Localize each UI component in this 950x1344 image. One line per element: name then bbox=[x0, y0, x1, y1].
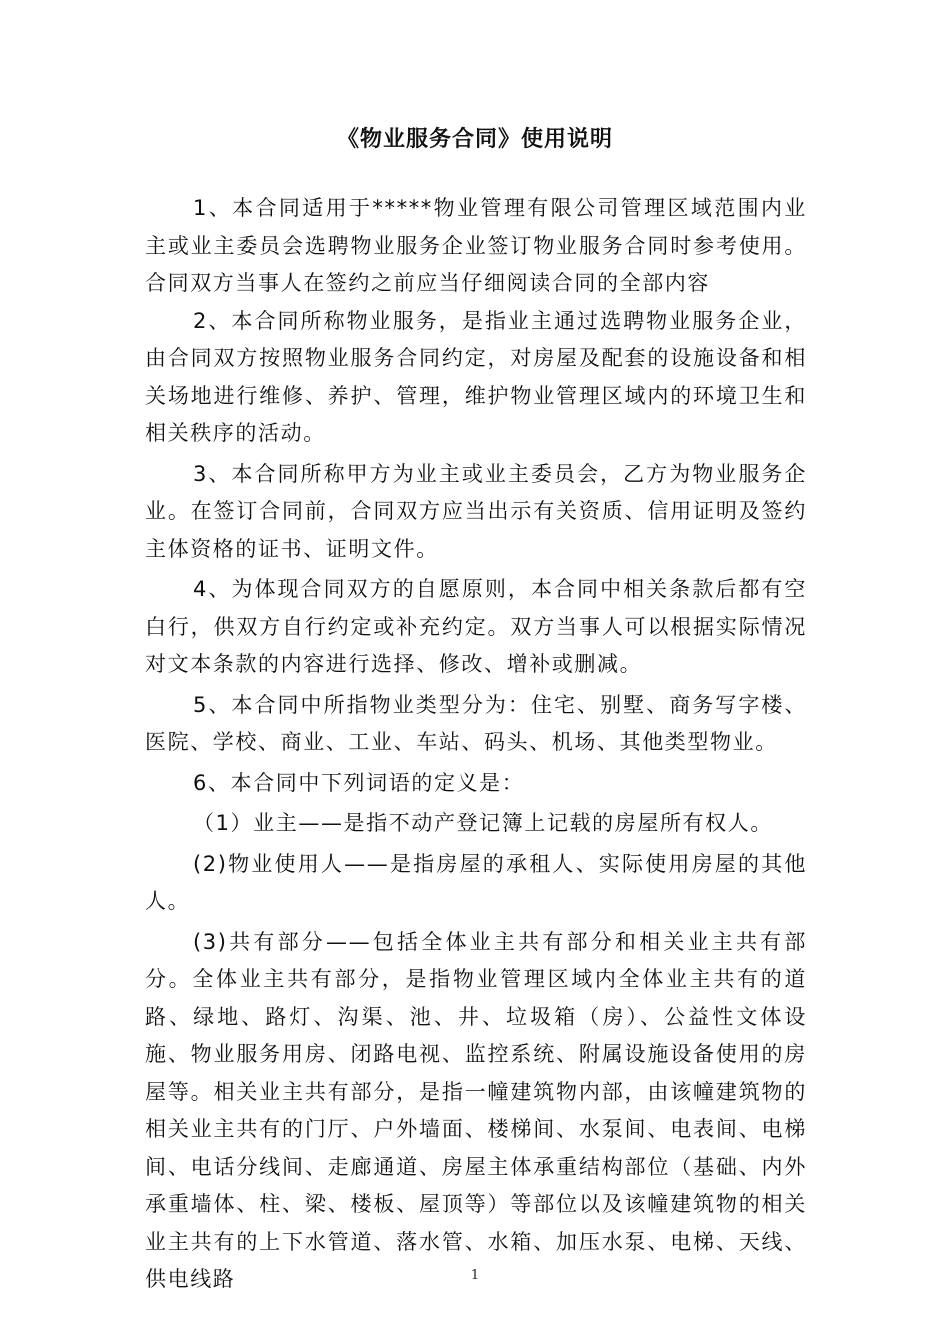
document-body bbox=[145, 190, 807, 1299]
paragraph-2: 2、本合同所称物业服务，是指业主通过选聘物业服务企业，由合同双方按照物业服务合同约定，对房屋及配套的设施设备和相关场地进行维修、养护、管理，维护物业管理区域内的环境卫生和相关秩序的活动。 bbox=[145, 308, 807, 445]
paragraph-1: 1、本合同适用于*****物业管理有限公司管理区域范围内业主或业主委员会选聘物业服务企业签订物业服务合同时参考使用。合同双方当事人在签约之前应当仔细阅读合同的全部内容 bbox=[145, 196, 807, 295]
paragraph-4: 4、为体现合同双方的自愿原则，本合同中相关条款后都有空白行，供双方自行约定或补充约定。双方当事人可以根据实际情况对文本条款的内容进行选择、修改、增补或删减。 bbox=[145, 577, 807, 676]
definition-common-parts: (3)共有部分——包括全体业主共有部分和相关业主共有部分。全体业主共有部分，是指物业管理区域内全体业主共有的道路、绿地、路灯、沟渠、池、井、垃圾箱（房）、公益性文体设施、物业服务用房、闭路电视、监控系统、附属设施设备使用的房屋等。相关业主共有部分，是指一幢建筑物内部，由该幢建筑物的相关业主共有的门厅、户外墙面、楼梯间、水泵间、电表间、电梯间、电话分线间、走廊通道、房屋主体承重结构部位（基础、内外承重墙体、柱、梁、楼板、屋顶等）等部位以及该幢建筑物的相关业主共有的上下水管道、落水管、水箱、加压水泵、电梯、天线、供电线路 bbox=[145, 929, 807, 1291]
definition-property-user: (2)物业使用人——是指房屋的承租人、实际使用房屋的其他人。 bbox=[145, 851, 807, 913]
document-title: 《物业服务合同》使用说明 bbox=[336, 127, 613, 152]
paragraph-6: 6、本合同中下列词语的定义是： bbox=[193, 770, 525, 795]
page-number: 1 bbox=[470, 1268, 480, 1283]
paragraph-3: 3、本合同所称甲方为业主或业主委员会，乙方为物业服务企业。在签订合同前，合同双方应当出示有关资质、信用证明及签约主体资格的证书、证明文件。 bbox=[145, 461, 807, 561]
definition-owner: （1）业主——是指不动产登记簿上记载的房屋所有权人。 bbox=[193, 811, 773, 835]
paragraph-5: 5、本合同中所指物业类型分为：住宅、别墅、商务写字楼、医院、学校、商业、工业、车站、码头、机场、其他类型物业。 bbox=[145, 692, 807, 754]
